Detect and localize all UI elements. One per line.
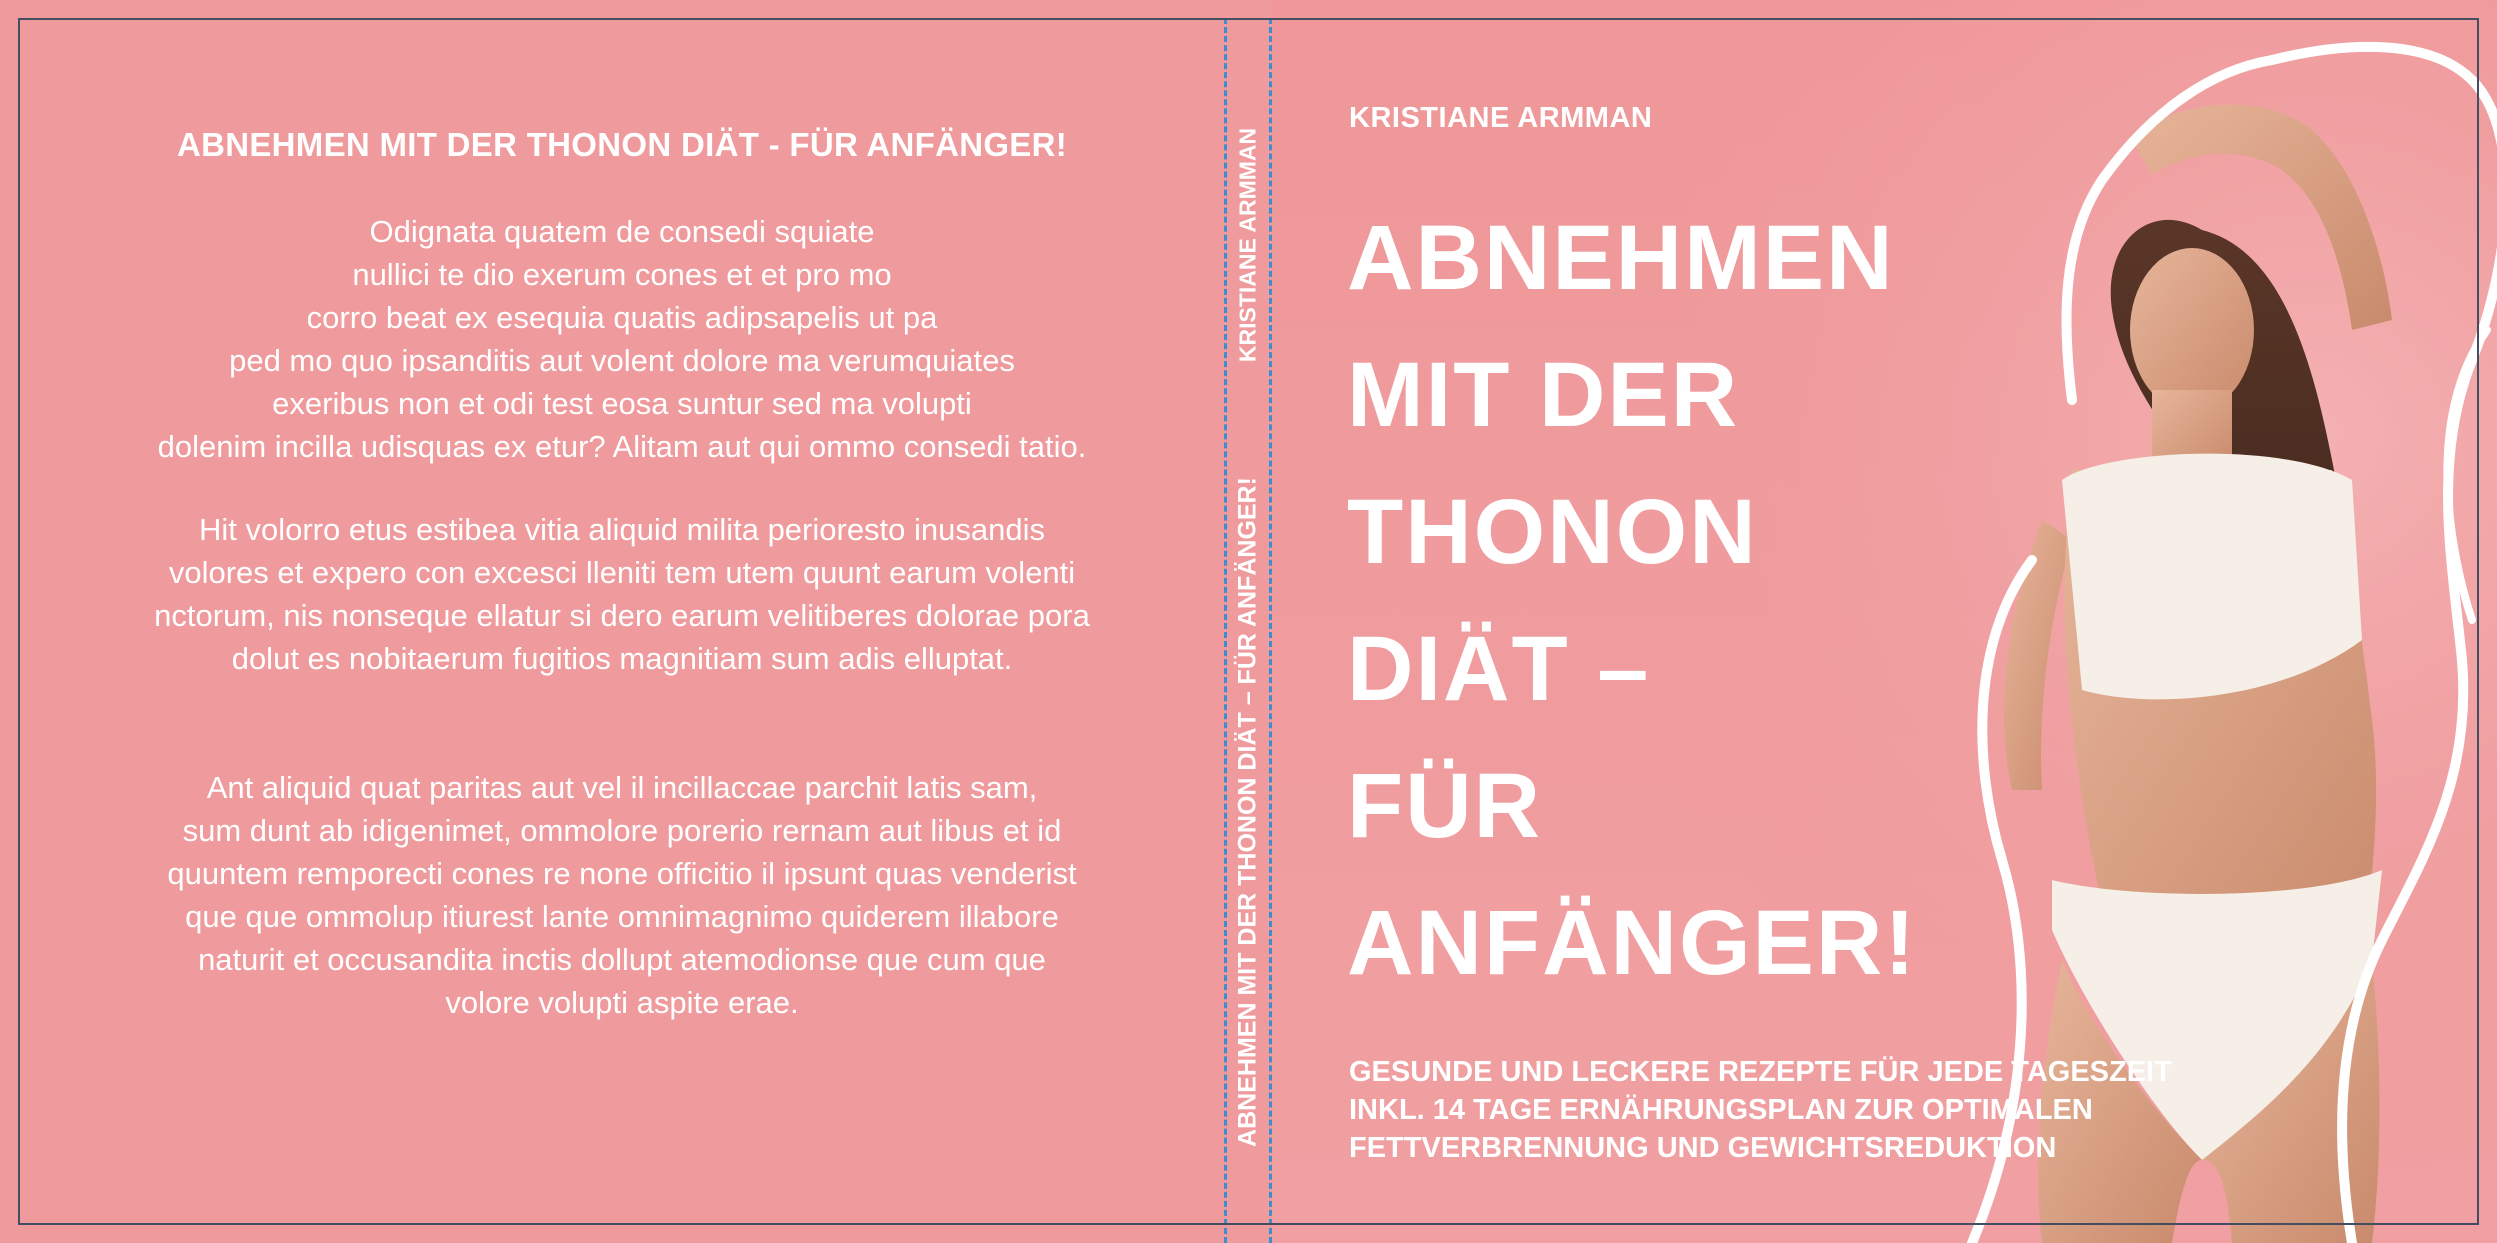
front-cover-author: KRISTIANE ARMMAN	[1349, 102, 1653, 134]
front-cover-subtitle: GESUNDE UND LECKERE REZEPTE FÜR JEDE TAGESZEIT INKL. 14 TAGE ERNÄHRUNGSPLAN ZUR OPTIMALEN FETTVERBRENNUNG UND GEWICHTSREDUKTION	[1349, 1056, 2172, 1164]
spine-guide-left	[1224, 18, 1227, 1243]
back-cover	[0, 0, 1224, 1243]
spine	[1224, 0, 1272, 1243]
back-cover-title: ABNEHMEN MIT DER THONON DIÄT - FÜR ANFÄNGER!	[176, 126, 1068, 163]
front-cover	[1272, 0, 2497, 1243]
spine-title: ABNEHMEN MIT DER THONON DIÄT – FÜR ANFÄNGER!	[1233, 477, 1262, 1147]
back-cover-paragraph-3: Ant aliquid quat paritas aut vel il incillaccae parchit latis sam, sum dunt ab idigenimet, ommolore porerio rernam aut libus et id quuntem remporecti cones re none officitio il ipsunt quas venderist que que ommolup itiurest lante omnimagnimo quiderem illabore naturit et occusandita inctis dollupt atemodionse que cum que volore volupti aspite erae.	[167, 770, 1077, 1020]
back-cover-paragraph-2: Hit volorro etus estibea vitia aliquid milita perioresto inusandis volores et expero con excesci lleniti tem utem quunt earum volenti nctorum, nis nonseque ellatur si dero earum velitiberes dolorae pora dolut es nobitaerum fugitios magnitiam sum adis elluptat.	[154, 512, 1090, 676]
spine-author: KRISTIANE ARMMAN	[1234, 127, 1261, 363]
back-cover-paragraph-1: Odignata quatem de consedi squiate nullici te dio exerum cones et et pro mo corro beat ex esequia quatis adipsapelis ut pa ped mo quo ipsanditis aut volent dolore ma verumquiates exeribus non et odi test eosa suntur sed ma volupti dolenim incilla udisquas ex etur? Alitam aut qui ommo consedi tatio.	[157, 214, 1087, 464]
front-cover-title: ABNEHMEN MIT DER THONON DIÄT – FÜR ANFÄNGER!	[1347, 207, 1917, 994]
